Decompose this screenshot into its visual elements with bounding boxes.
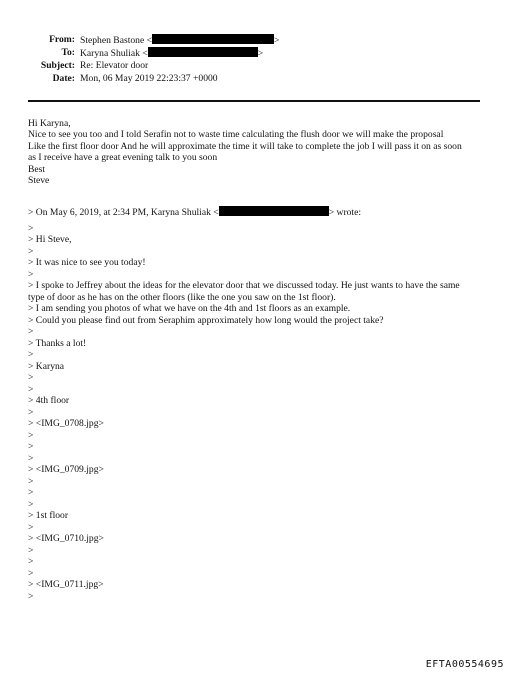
quote-line: > bbox=[28, 521, 34, 533]
to-label: To: bbox=[61, 47, 75, 58]
quote-line: > bbox=[28, 556, 34, 567]
to-name: Karyna Shuliak < bbox=[80, 48, 148, 59]
redaction-bar bbox=[148, 47, 258, 57]
quote-line: > bbox=[28, 498, 34, 510]
body-line: as I receive have a great evening talk to you soon bbox=[28, 152, 218, 164]
to-value bbox=[80, 47, 263, 60]
quote-line: > bbox=[28, 429, 34, 441]
quote-line: > bbox=[28, 326, 34, 337]
body-line: Best bbox=[28, 163, 46, 175]
bates-stamp: EFTA00554695 bbox=[425, 659, 504, 670]
quote-line: > <IMG_0709.jpg> bbox=[28, 464, 104, 475]
body-line: Steve bbox=[28, 175, 50, 187]
quote-line: > bbox=[28, 567, 34, 579]
quote-line: > bbox=[28, 268, 34, 280]
quote-line: > I spoke to Jeffrey about the ideas for the elevator door that we discussed today. He just wants to have the same bbox=[28, 280, 460, 291]
quote-line: > bbox=[28, 544, 34, 556]
redaction-bar bbox=[152, 34, 274, 44]
subject-label: Subject: bbox=[40, 60, 75, 71]
quote-line: > Thanks a lot! bbox=[28, 337, 87, 349]
quote-line: > <IMG_0710.jpg> bbox=[28, 533, 104, 544]
quote-line: > I am sending you photos of what we have on the 4th and 1st floors as an example. bbox=[28, 303, 351, 314]
quote-line: > bbox=[28, 441, 34, 452]
body-line: Hi Karyna, bbox=[28, 118, 71, 129]
quote-line: > bbox=[28, 349, 34, 360]
from-label: From: bbox=[49, 34, 75, 45]
date-value: Mon, 06 May 2019 22:23:37 +0000 bbox=[80, 73, 218, 84]
quote-line: type of door as he has on the other floors (like the one you saw on the 1st floor). bbox=[28, 291, 336, 303]
reply-body bbox=[28, 118, 488, 186]
header-divider bbox=[28, 100, 480, 102]
quote-line: > 1st floor bbox=[28, 510, 69, 521]
quote-intro-prefix: > On May 6, 2019, at 2:34 PM, Karyna Shuliak < bbox=[28, 207, 219, 218]
quote-line: > <IMG_0708.jpg> bbox=[28, 418, 104, 429]
quote-line: > bbox=[28, 406, 34, 418]
quote-line: > bbox=[28, 487, 34, 498]
quote-line: > Hi Steve, bbox=[28, 234, 72, 245]
quote-line: > Karyna bbox=[28, 360, 65, 372]
redaction-bar bbox=[219, 206, 329, 216]
quoted-message bbox=[28, 206, 498, 602]
quote-line: > bbox=[28, 475, 34, 487]
quote-line: > 4th floor bbox=[28, 395, 70, 406]
quote-line: > Could you please find out from Seraphim approximately how long would the project take? bbox=[28, 314, 384, 326]
body-line: Like the first floor door And he will approximate the time it will take to complete the job I will pass it on as soon bbox=[28, 140, 462, 152]
quote-line: > <IMG_0711.jpg> bbox=[28, 579, 104, 590]
quote-lines bbox=[28, 223, 498, 603]
quote-line: > bbox=[28, 452, 34, 464]
subject-value: Re: Elevator door bbox=[80, 60, 149, 71]
quote-intro-suffix: > wrote: bbox=[328, 207, 362, 218]
quote-line: > bbox=[28, 245, 34, 257]
date-label: Date: bbox=[52, 73, 75, 84]
quote-line: > bbox=[28, 372, 34, 383]
from-close-bracket: > bbox=[274, 35, 280, 46]
quote-line: > bbox=[28, 383, 34, 395]
quote-line: > bbox=[28, 590, 34, 602]
body-line: Nice to see you too and I told Serafin not to waste time calculating the flush door we will make the proposal bbox=[28, 129, 444, 141]
from-value bbox=[80, 34, 279, 47]
to-close-bracket: > bbox=[257, 48, 264, 59]
quote-line: > bbox=[28, 222, 34, 234]
quote-line: > It was nice to see you today! bbox=[28, 257, 146, 268]
from-name: Stephen Bastone < bbox=[80, 35, 153, 46]
quote-intro bbox=[28, 206, 498, 218]
